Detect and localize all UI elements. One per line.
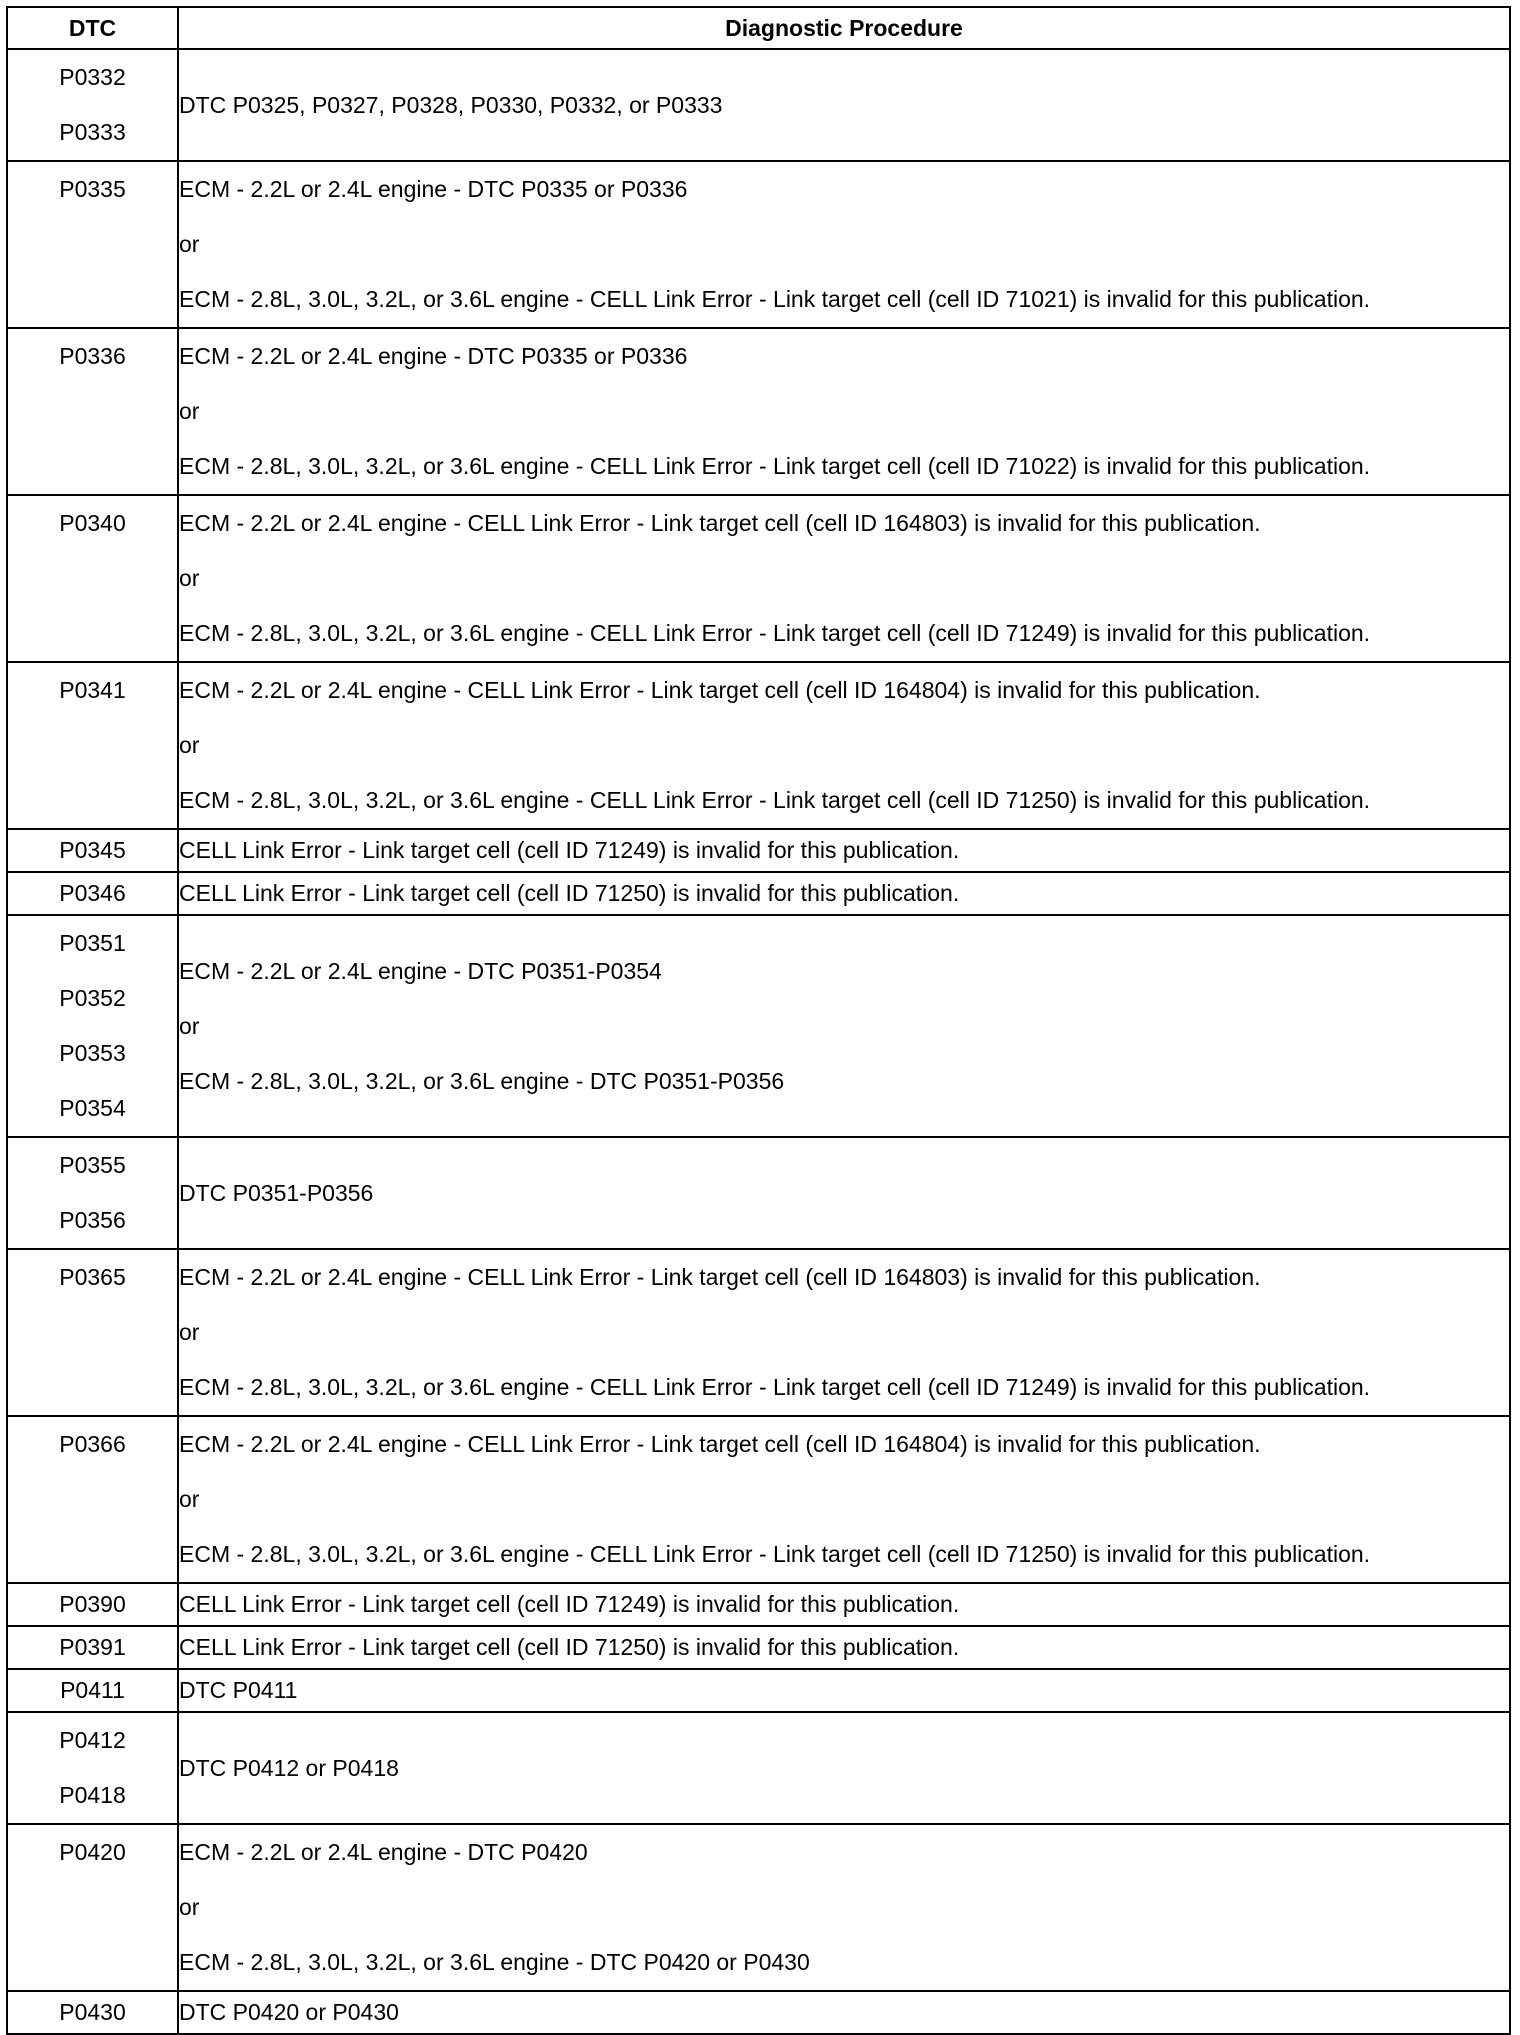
dtc-code-cell (7, 1626, 178, 1669)
procedure-line: CELL Link Error - Link target cell (cell ID 71249) is invalid for this publication. (179, 1591, 960, 1617)
dtc-code: P0352 (59, 985, 126, 1011)
dtc-code-cell (7, 1669, 178, 1712)
dtc-code-cell (7, 915, 178, 1137)
table-row (7, 915, 1510, 1137)
table-row (7, 49, 1510, 161)
procedure-line: or (179, 231, 200, 257)
procedure-cell (178, 1626, 1510, 1669)
procedure-cell (178, 49, 1510, 161)
procedure-line: ECM - 2.8L, 3.0L, 3.2L, or 3.6L engine - CELL Link Error - Link target cell (cell ID 71021) is invalid for this publication. (179, 286, 1371, 312)
procedure-cell (178, 1249, 1510, 1416)
dtc-code: P0336 (59, 343, 126, 369)
procedure-cell (178, 662, 1510, 829)
table-row (7, 161, 1510, 328)
dtc-code: P0340 (59, 510, 126, 536)
dtc-code: P0356 (59, 1207, 126, 1233)
dtc-code: P0411 (60, 1677, 125, 1703)
procedure-line: ECM - 2.2L or 2.4L engine - CELL Link Error - Link target cell (cell ID 164804) is invalid for this publication. (179, 1431, 1261, 1457)
procedure-line: DTC P0351-P0356 (179, 1179, 374, 1206)
procedure-line: or (179, 565, 200, 591)
table-row (7, 662, 1510, 829)
table-row (7, 1824, 1510, 1991)
table-row (7, 1249, 1510, 1416)
table-body (7, 49, 1510, 2034)
procedure-cell (178, 161, 1510, 328)
procedure-cell (178, 1712, 1510, 1824)
procedure-line: or (179, 1319, 200, 1345)
dtc-code-cell (7, 1583, 178, 1626)
procedure-cell (178, 495, 1510, 662)
table-row (7, 872, 1510, 915)
procedure-line: or (179, 1486, 200, 1512)
table-row (7, 1712, 1510, 1824)
procedure-column-header: Diagnostic Procedure (178, 7, 1510, 49)
procedure-cell (178, 328, 1510, 495)
procedure-line: ECM - 2.8L, 3.0L, 3.2L, or 3.6L engine - DTC P0420 or P0430 (179, 1949, 810, 1975)
procedure-line: or (179, 398, 200, 424)
dtc-code-cell (7, 829, 178, 872)
procedure-line: CELL Link Error - Link target cell (cell ID 71250) is invalid for this publication. (179, 1634, 960, 1660)
procedure-cell (178, 829, 1510, 872)
procedure-line: ECM - 2.2L or 2.4L engine - CELL Link Error - Link target cell (cell ID 164803) is invalid for this publication. (179, 1264, 1261, 1290)
dtc-code-cell (7, 328, 178, 495)
dtc-code: P0353 (59, 1040, 126, 1066)
procedure-line: DTC P0420 or P0430 (179, 1999, 399, 2025)
dtc-code: P0354 (59, 1095, 126, 1121)
table-row (7, 1137, 1510, 1249)
procedure-line: ECM - 2.2L or 2.4L engine - CELL Link Error - Link target cell (cell ID 164803) is invalid for this publication. (179, 510, 1261, 536)
procedure-line: ECM - 2.8L, 3.0L, 3.2L, or 3.6L engine - CELL Link Error - Link target cell (cell ID 71250) is invalid for this publication. (179, 787, 1371, 813)
procedure-cell (178, 1824, 1510, 1991)
dtc-code: P0335 (59, 176, 126, 202)
dtc-code: P0351 (59, 930, 126, 956)
procedure-line: ECM - 2.8L, 3.0L, 3.2L, or 3.6L engine - DTC P0351-P0356 (179, 1067, 785, 1094)
dtc-code: P0345 (59, 837, 126, 863)
procedure-line: or (179, 732, 200, 758)
dtc-code: P0412 (59, 1727, 126, 1753)
procedure-line: DTC P0411 (179, 1677, 298, 1703)
procedure-cell (178, 1991, 1510, 2034)
procedure-line: ECM - 2.2L or 2.4L engine - DTC P0351-P0354 (179, 957, 662, 984)
procedure-line: ECM - 2.2L or 2.4L engine - DTC P0335 or P0336 (179, 176, 688, 202)
procedure-line: ECM - 2.2L or 2.4L engine - DTC P0335 or P0336 (179, 343, 688, 369)
dtc-code: P0332 (59, 64, 126, 90)
dtc-code: P0365 (59, 1264, 126, 1290)
dtc-table (6, 6, 1511, 2035)
table-row (7, 328, 1510, 495)
dtc-code: P0366 (59, 1431, 126, 1457)
procedure-line: DTC P0412 or P0418 (179, 1754, 399, 1781)
dtc-code-cell (7, 872, 178, 915)
dtc-code: P0346 (59, 880, 126, 906)
dtc-code: P0341 (59, 677, 126, 703)
dtc-code: P0430 (59, 1999, 126, 2025)
table-row (7, 1626, 1510, 1669)
dtc-code: P0333 (59, 119, 126, 145)
procedure-line: CELL Link Error - Link target cell (cell ID 71249) is invalid for this publication. (179, 837, 960, 863)
procedure-line: ECM - 2.8L, 3.0L, 3.2L, or 3.6L engine - CELL Link Error - Link target cell (cell ID 71249) is invalid for this publication. (179, 1374, 1371, 1400)
table-row (7, 1583, 1510, 1626)
header-row (7, 7, 1510, 49)
procedure-cell (178, 872, 1510, 915)
dtc-code-cell (7, 1712, 178, 1824)
dtc-code-cell (7, 1137, 178, 1249)
dtc-code: P0420 (59, 1839, 126, 1865)
procedure-line: CELL Link Error - Link target cell (cell ID 71250) is invalid for this publication. (179, 880, 960, 906)
dtc-code-cell (7, 161, 178, 328)
procedure-line: or (179, 1894, 200, 1920)
procedure-line: or (179, 1012, 200, 1039)
table-row (7, 1669, 1510, 1712)
dtc-code-cell (7, 1991, 178, 2034)
procedure-line: ECM - 2.8L, 3.0L, 3.2L, or 3.6L engine - CELL Link Error - Link target cell (cell ID 71250) is invalid for this publication. (179, 1541, 1371, 1567)
dtc-code-cell (7, 1824, 178, 1991)
dtc-column-header: DTC (7, 7, 178, 49)
procedure-cell (178, 1583, 1510, 1626)
procedure-line: DTC P0325, P0327, P0328, P0330, P0332, or P0333 (179, 91, 723, 118)
procedure-cell (178, 1669, 1510, 1712)
table-row (7, 495, 1510, 662)
procedure-line: ECM - 2.8L, 3.0L, 3.2L, or 3.6L engine - CELL Link Error - Link target cell (cell ID 71022) is invalid for this publication. (179, 453, 1371, 479)
procedure-cell (178, 1137, 1510, 1249)
dtc-code-cell (7, 662, 178, 829)
procedure-cell (178, 1416, 1510, 1583)
dtc-code: P0391 (59, 1634, 126, 1660)
dtc-code-cell (7, 49, 178, 161)
procedure-line: ECM - 2.2L or 2.4L engine - DTC P0420 (179, 1839, 588, 1865)
dtc-code: P0418 (59, 1782, 126, 1808)
dtc-code-cell (7, 1416, 178, 1583)
procedure-line: ECM - 2.8L, 3.0L, 3.2L, or 3.6L engine - CELL Link Error - Link target cell (cell ID 71249) is invalid for this publication. (179, 620, 1371, 646)
procedure-line: ECM - 2.2L or 2.4L engine - CELL Link Error - Link target cell (cell ID 164804) is invalid for this publication. (179, 677, 1261, 703)
dtc-code: P0390 (59, 1591, 126, 1617)
table-row (7, 1416, 1510, 1583)
table-row (7, 829, 1510, 872)
dtc-code-cell (7, 495, 178, 662)
procedure-cell (178, 915, 1510, 1137)
dtc-code-cell (7, 1249, 178, 1416)
dtc-code: P0355 (59, 1152, 126, 1178)
table-row (7, 1991, 1510, 2034)
